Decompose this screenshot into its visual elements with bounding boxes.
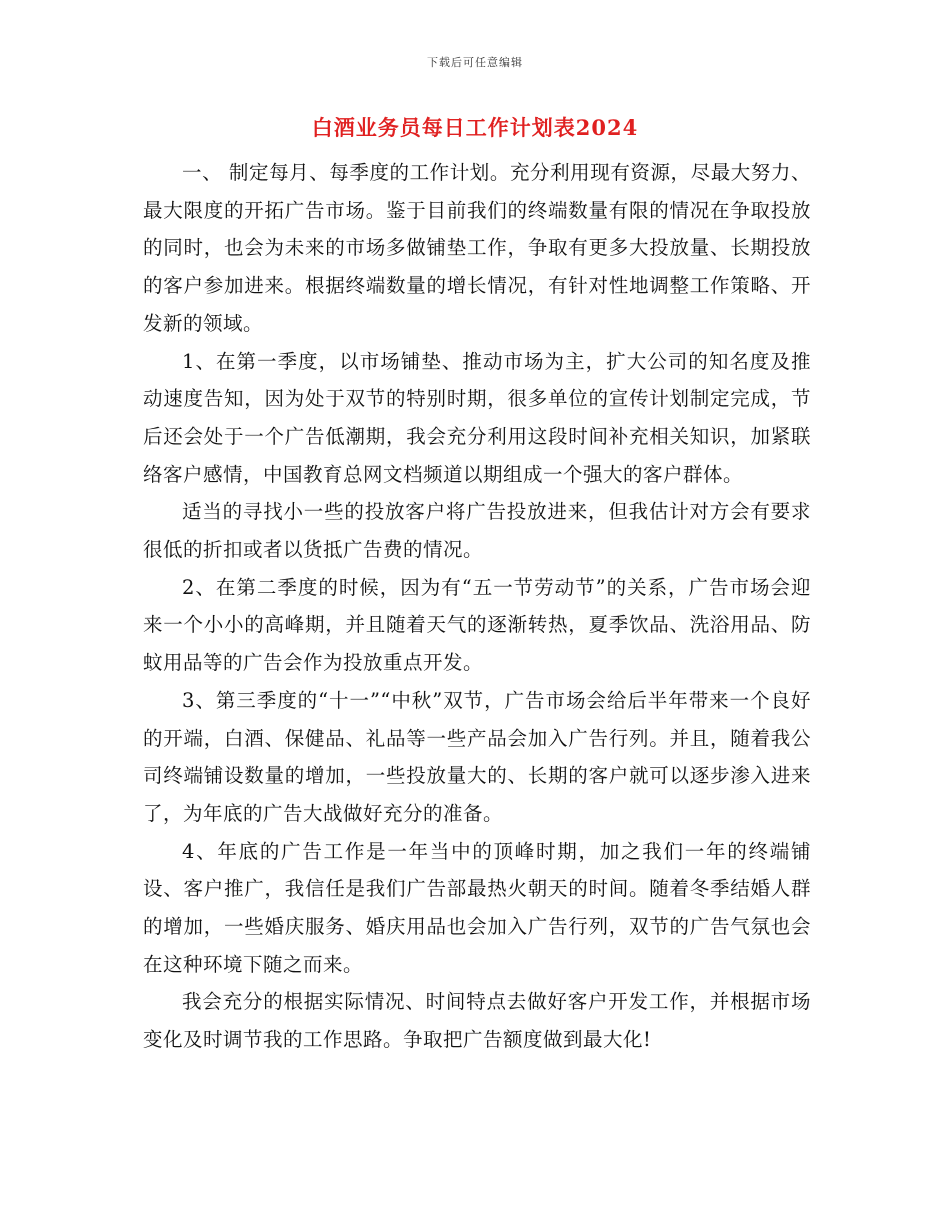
paragraph-small-clients: 适当的寻找小一些的投放客户将广告投放进来，但我估计对方会有要求很低的折扣或者以货抵广告费的情况。 bbox=[143, 500, 811, 562]
document-title: 白酒业务员每日工作计划表2024 bbox=[311, 115, 639, 140]
paragraph-conclusion: 我会充分的根据实际情况、时间特点去做好客户开发工作，并根据市场变化及时调节我的工作思路。争取把广告额度做到最大化! bbox=[143, 990, 811, 1052]
paragraph-q2: 2、在第二季度的时候，因为有“五一节劳动节”的关系，广告市场会迎来一个小小的高峰期，并且随着天气的逐渐转热，夏季饮品、洗浴用品、防蚊用品等的广告会作为投放重点开发。 bbox=[143, 575, 811, 675]
paragraph-intro: 一、 制定每月、每季度的工作计划。充分利用现有资源，尽最大努力、最大限度的开拓广告市场。鉴于目前我们的终端数量有限的情况在争取投放的同时，也会为未来的市场多做铺垫工作，争取有更多大投放量、长期投放的客户参加进来。根据终端数量的增长情况，有针对性地调整工作策略、开发新的领域。 bbox=[143, 161, 811, 335]
paragraph-q3: 3、第三季度的“十一”“中秋”双节，广告市场会给后半年带来一个良好的开端，白酒、保健品、礼品等一些产品会加入广告行列。并且，随着我公司终端铺设数量的增加，一些投放量大的、长期的客户就可以逐步渗入进来了，为年底的广告大战做好充分的准备。 bbox=[143, 688, 811, 825]
header-note: 下载后可任意编辑 bbox=[427, 56, 523, 69]
paragraph-q4: 4、年底的广告工作是一年当中的顶峰时期，加之我们一年的终端铺设、客户推广，我信任是我们广告部最热火朝天的时间。随着冬季结婚人群的增加，一些婚庆服务、婚庆用品也会加入广告行列，双节的广告气氛也会在这种环境下随之而来。 bbox=[143, 839, 811, 976]
paragraph-q1: 1、在第一季度，以市场铺垫、推动市场为主，扩大公司的知名度及推动速度告知，因为处于双节的特别时期，很多单位的宣传计划制定完成，节后还会处于一个广告低潮期，我会充分利用这段时间补充相关知识，加紧联络客户感情，中国教育总网文档频道以期组成一个强大的客户群体。 bbox=[143, 349, 811, 486]
document-body bbox=[143, 154, 811, 1059]
